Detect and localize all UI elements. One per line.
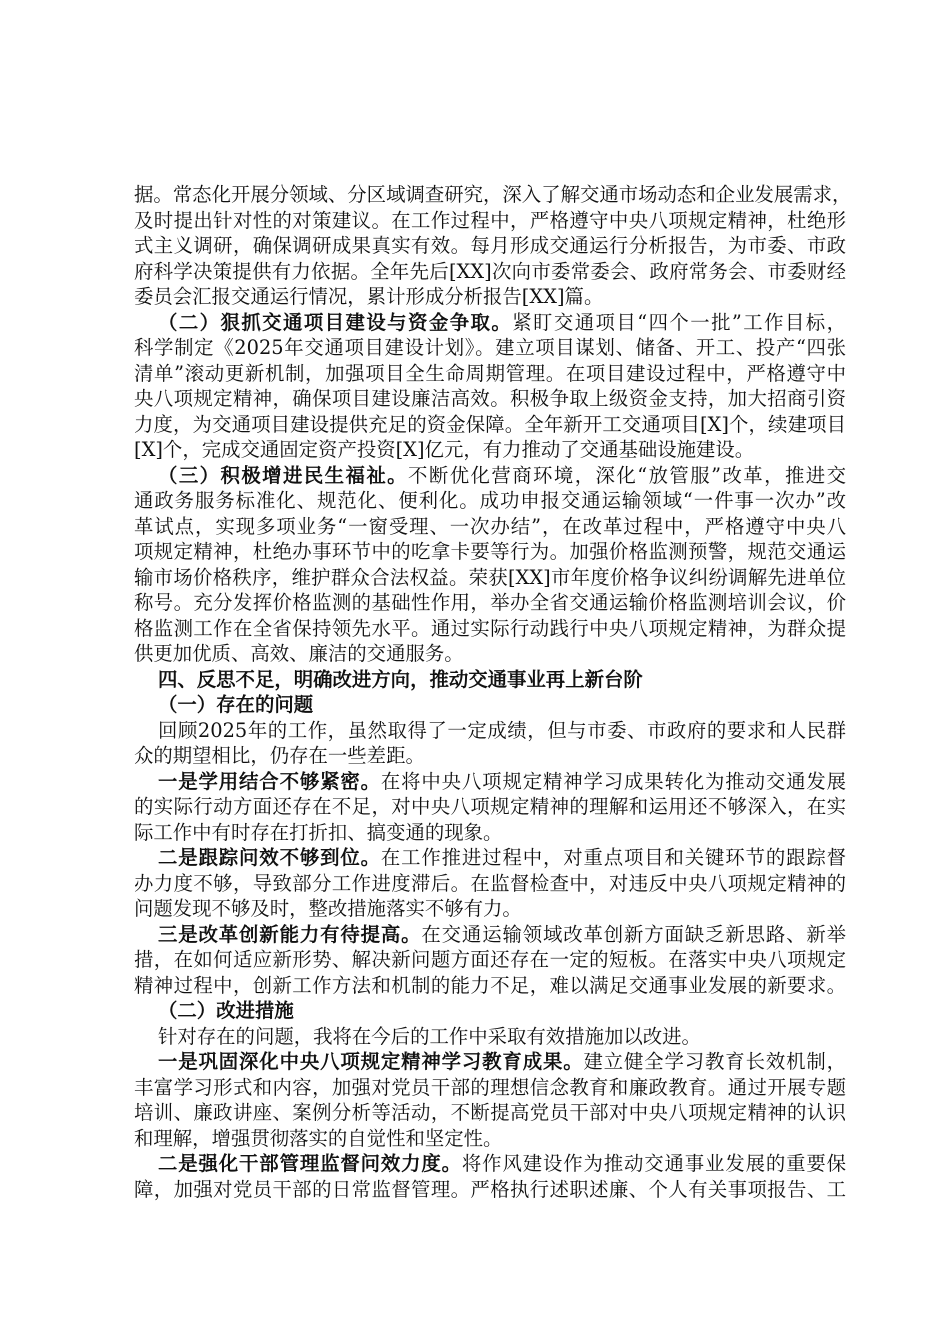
text-line (134, 641, 846, 667)
text-line (134, 743, 846, 769)
line-text: 不断优化营商环境，深化“放管服”改革，推进交 (408, 463, 847, 487)
line-text: 在工作推进过程中，对重点项目和关键环节的跟踪督 (380, 846, 847, 869)
section-heading (134, 998, 846, 1024)
line-text: 办力度不够，导致部分工作进度滞后。在监督检查中，对违反中央八项规定精神的 (134, 871, 846, 895)
line-text: 称号。充分发挥价格监测的基础性作用，举办全省交通运输价格监测培训会议，价 (134, 591, 846, 614)
text-line (134, 1075, 846, 1101)
line-text: 清单”滚动更新机制，加强项目全生命周期管理。在项目建设过程中，严格遵守中 (134, 361, 846, 385)
text-line (134, 437, 846, 463)
text-line (134, 412, 846, 438)
text-line (134, 845, 846, 871)
line-text: 项规定精神，杜绝办事环节中的吃拿卡要等行为。加强价格监测预警，规范交通运 (134, 540, 846, 563)
line-text: 措，在如何适应新形势、解决新问题方面还存在一定的短板。在落实中央八项规定 (134, 948, 846, 971)
bold-lead-phrase: 一是巩固深化中央八项规定精神学习教育成果。 (158, 1050, 584, 1073)
text-line (134, 947, 846, 973)
line-text: 精神过程中，创新工作方法和机制的能力不足，难以满足交通事业发展的新要求。 (134, 973, 846, 997)
line-text: 的实际行动方面还存在不足，对中央八项规定精神的理解和运用还不够深入，在实 (134, 795, 846, 818)
line-text: 培训、廉政讲座、案例分析等活动，不断提高党员干部对中央八项规定精神的认识 (134, 1101, 846, 1124)
text-line (134, 1151, 846, 1177)
bold-lead-phrase: 一是学用结合不够紧密。 (158, 769, 381, 793)
line-text: 建立健全学习教育长效机制， (583, 1050, 847, 1073)
bold-lead-phrase: 二是强化干部管理监督问效力度。 (158, 1152, 462, 1175)
bold-lead-phrase: （二）狠抓交通项目建设与资金争取。 (158, 310, 513, 334)
line-text: 在将中央八项规定精神学习成果转化为推动交通发展 (380, 769, 847, 793)
line-text: 紧盯交通项目“四个一批”工作目标， (512, 310, 847, 334)
line-text: 式主义调研，确保调研成果真实有效。每月形成交通运行分析报告，为市委、市政 (134, 234, 846, 257)
bold-lead-phrase: （三）积极增进民生福祉。 (158, 463, 409, 487)
text-line (134, 310, 846, 336)
line-text: 据。常态化开展分领域、分区域调查研究，深入了解交通市场动态和企业发展需求， (134, 183, 852, 206)
line-text: 科学制定《2025年交通项目建设计划》。建立项目谋划、储备、开工、投产“四张 (134, 336, 846, 359)
text-line (134, 488, 846, 514)
section-heading (134, 667, 846, 693)
line-text: 四、反思不足，明确改进方向，推动交通事业再上新台阶 (158, 667, 643, 691)
line-text: 通政务服务标准化、规范化、便利化。成功申报交通运输领域“一件事一次办”改 (134, 489, 846, 512)
line-text: 问题发现不够及时，整改措施落实不够有力。 (134, 897, 522, 920)
line-text: 障，加强对党员干部的日常监督管理。严格执行述职述廉、个人有关事项报告、工 (134, 1177, 846, 1201)
line-text: （二）改进措施 (158, 999, 294, 1022)
line-text: 针对存在的问题，我将在今后的工作中采取有效措施加以改进。 (158, 1024, 701, 1048)
text-line (134, 565, 846, 591)
text-line (134, 386, 846, 412)
line-text: 央八项规定精神，确保项目建设廉洁高效。积极争取上级资金支持，加大招商引资 (134, 387, 846, 410)
text-line (134, 1126, 846, 1152)
text-line (134, 1049, 846, 1075)
text-line (134, 1100, 846, 1126)
line-text: 将作风建设作为推动交通事业发展的重要保 (461, 1152, 847, 1175)
text-line (134, 1177, 846, 1203)
line-text: 际工作中有时存在打折扣、搞变通的现象。 (134, 820, 503, 844)
text-line (134, 794, 846, 820)
text-line (134, 208, 846, 234)
text-line (134, 871, 846, 897)
line-text: 在交通运输领域改革创新方面缺乏新思路、新举 (421, 922, 847, 946)
text-line (134, 616, 846, 642)
line-text: （一）存在的问题 (158, 693, 314, 716)
line-text: 革试点，实现多项业务“一窗受理、一次办结”，在改革过程中，严格遵守中央八 (134, 514, 846, 538)
text-line (134, 361, 846, 387)
text-line (134, 769, 846, 795)
line-text: 供更加优质、高效、廉洁的交通服务。 (134, 642, 464, 665)
text-line (134, 233, 846, 259)
line-text: 委员会汇报交通运行情况，累计形成分析报告[XX]篇。 (134, 285, 604, 308)
text-line (134, 514, 846, 540)
bold-lead-phrase: 二是跟踪问效不够到位。 (158, 846, 381, 869)
text-line (134, 973, 846, 999)
section-heading (134, 692, 846, 718)
document-body (134, 182, 852, 1202)
text-line (134, 335, 846, 361)
line-text: 力度，为交通项目建设提供充足的资金保障。全年新开工交通项目[X]个，续建项目 (134, 412, 846, 436)
text-line (134, 284, 846, 310)
text-line (134, 539, 846, 565)
text-line (134, 590, 846, 616)
line-text: 丰富学习形式和内容，加强对党员干部的理想信念教育和廉政教育。通过开展专题 (134, 1075, 846, 1099)
text-line (134, 1024, 846, 1050)
line-text: 及时提出针对性的对策建议。在工作过程中，严格遵守中央八项规定精神，杜绝形 (134, 208, 846, 232)
line-text: 格监测工作在全省保持领先水平。通过实际行动践行中央八项规定精神，为群众提 (134, 616, 846, 640)
line-text: 众的期望相比，仍存在一些差距。 (134, 744, 425, 767)
bold-lead-phrase: 三是改革创新能力有待提高。 (158, 922, 422, 946)
text-line (134, 820, 846, 846)
line-text: [X]个，完成交通固定资产投资[X]亿元，有力推动了交通基础设施建设。 (134, 438, 755, 461)
text-line (134, 718, 846, 744)
text-line (134, 259, 846, 285)
text-line (134, 182, 852, 208)
text-line (134, 922, 846, 948)
line-text: 输市场价格秩序，维护群众合法权益。荣获[XX]市年度价格争议纠纷调解先进单位 (134, 565, 846, 589)
line-text: 府科学决策提供有力依据。全年先后[XX]次向市委常委会、政府常务会、市委财经 (134, 259, 846, 283)
line-text: 和理解，增强贯彻落实的自觉性和坚定性。 (134, 1126, 503, 1150)
text-line (134, 463, 846, 489)
text-line (134, 896, 846, 922)
line-text: 回顾2025年的工作，虽然取得了一定成绩，但与市委、市政府的要求和人民群 (158, 718, 846, 742)
